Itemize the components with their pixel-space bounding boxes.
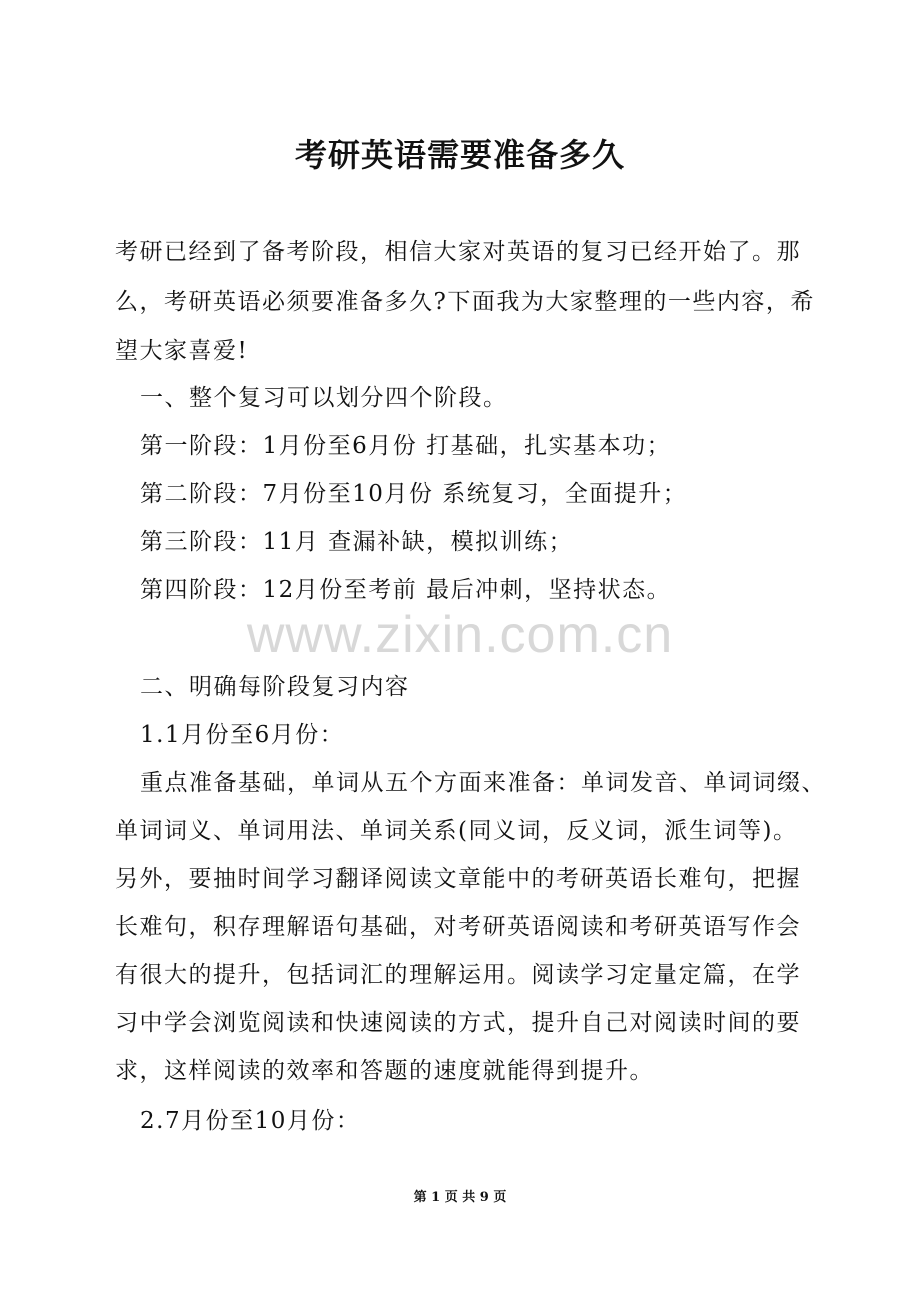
stage-line: 第三阶段：11月 查漏补缺，模拟训练； <box>140 529 574 555</box>
watermark: www.zixin.com.cn <box>246 606 674 664</box>
document-title: 考研英语需要准备多久 <box>294 136 625 174</box>
subsection-heading: 1.1月份至6月份： <box>140 722 345 748</box>
stage-line: 第四阶段：12月份至考前 最后冲刺，坚持状态。 <box>140 577 672 603</box>
paragraph-line: 单词词义、单词用法、单词关系(同义词，反义词，派生词等)。 <box>115 818 798 844</box>
stage-line: 第一阶段：1月份至6月份 打基础，扎实基本功； <box>140 433 672 459</box>
paragraph-line: 考研已经到了备考阶段，相信大家对英语的复习已经开始了。那 <box>115 239 801 265</box>
section-heading: 二、明确每阶段复习内容 <box>140 674 410 700</box>
paragraph-line: 有很大的提升，包括词汇的理解运用。阅读学习定量定篇，在学 <box>115 962 801 988</box>
paragraph-line: 习中学会浏览阅读和快速阅读的方式，提升自己对阅读时间的要 <box>115 1010 801 1036</box>
section-heading: 一、整个复习可以划分四个阶段。 <box>140 385 508 411</box>
page-footer: 第 1 页 共 9 页 <box>413 1190 507 1205</box>
subsection-heading: 2.7月份至10月份： <box>140 1108 361 1134</box>
paragraph-line: 望大家喜爱! <box>115 338 249 364</box>
paragraph-line: 长难句，积存理解语句基础，对考研英语阅读和考研英语写作会 <box>115 914 801 940</box>
paragraph-line: 另外，要抽时间学习翻译阅读文章能中的考研英语长难句，把握 <box>115 866 801 892</box>
paragraph-line: 重点准备基础，单词从五个方面来准备：单词发音、单词词缀、 <box>140 770 826 796</box>
paragraph-line: 求，这样阅读的效率和答题的速度就能得到提升。 <box>115 1058 654 1084</box>
stage-line: 第二阶段：7月份至10月份 系统复习，全面提升； <box>140 481 688 507</box>
paragraph-line: 么，考研英语必须要准备多久?下面我为大家整理的一些内容，希 <box>115 289 815 315</box>
